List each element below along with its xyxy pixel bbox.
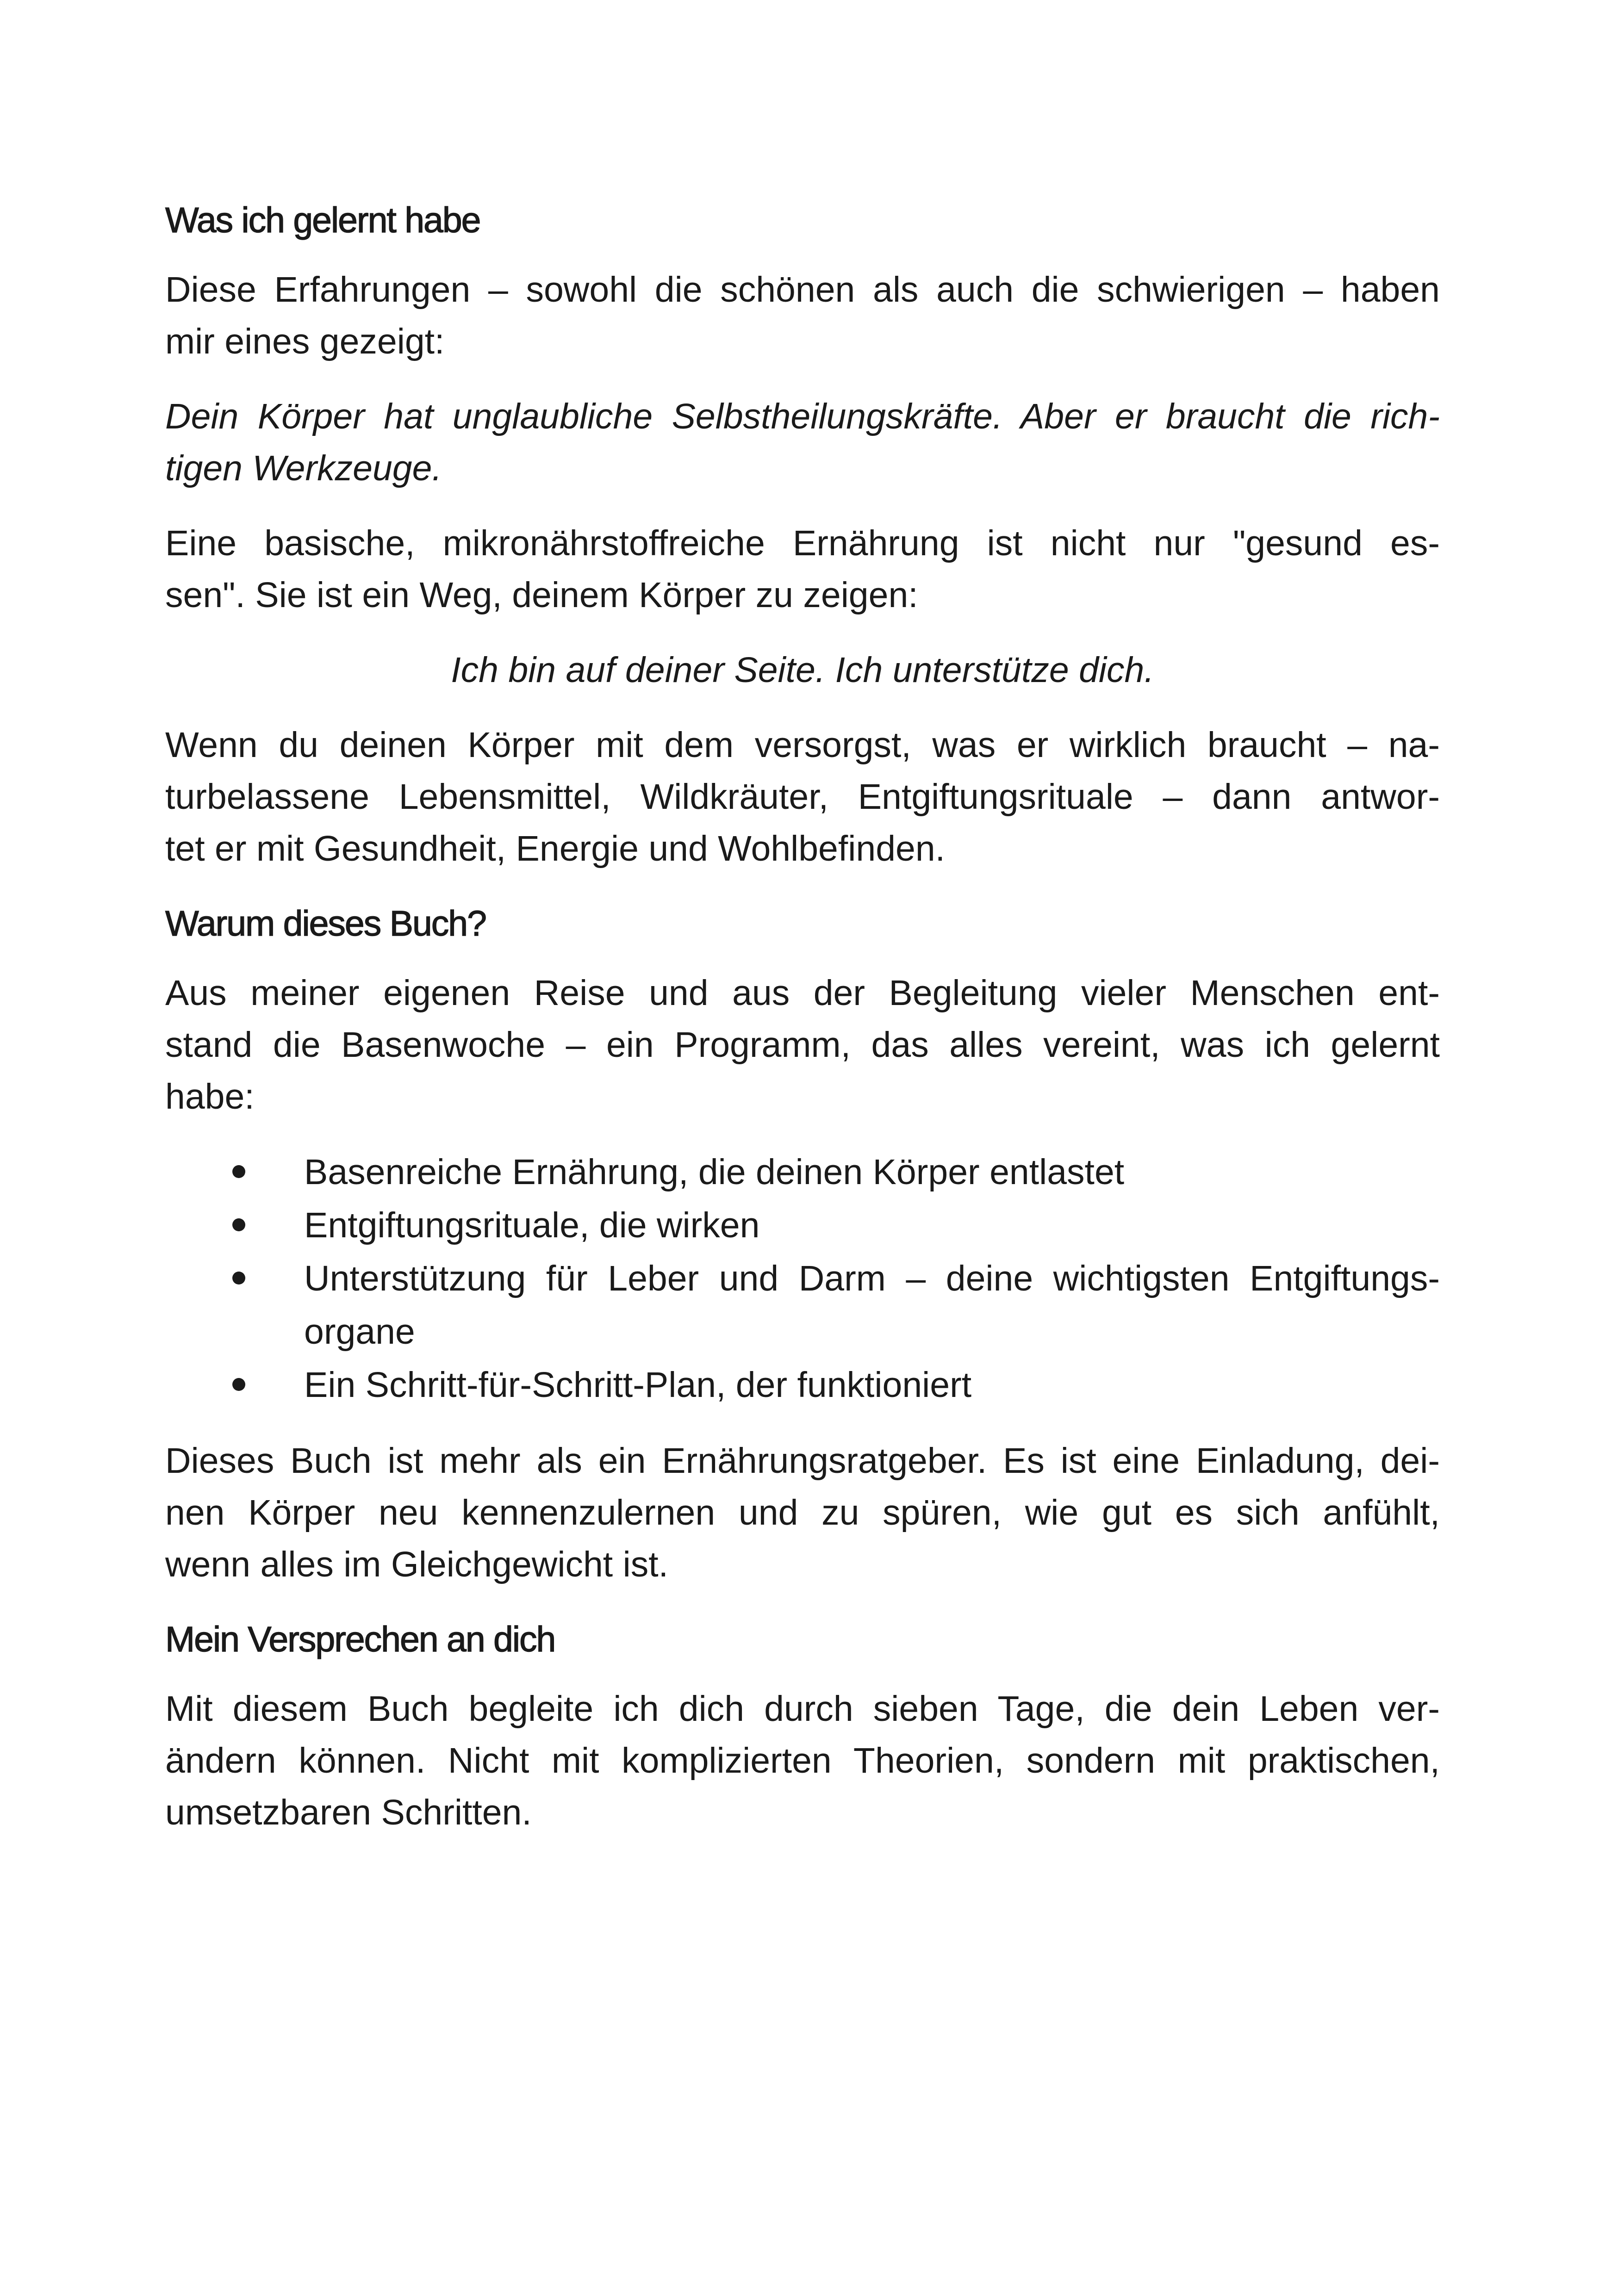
bullet-icon [232, 1378, 245, 1391]
text-line: Wenn du deinen Körper mit dem versorgst, was er wirklich braucht – na- [165, 725, 1440, 765]
text-line: Aus meiner eigenen Reise und aus der Begleitung vieler Menschen ent- [165, 973, 1440, 1013]
section-heading: Warum dieses Buch? [165, 904, 486, 943]
text-line: tigen Werkzeuge. [165, 448, 442, 488]
page-content [165, 194, 1440, 1862]
text-line: tet er mit Gesundheit, Energie und Wohlbefinden. [165, 829, 946, 869]
text-line: umsetzbaren Schritten. [165, 1793, 532, 1832]
section-heading: Was ich gelernt habe [165, 200, 480, 240]
text-line: Basenreiche Ernährung, die deinen Körper entlastet [304, 1152, 1125, 1192]
text-line: wenn alles im Gleichgewicht ist. [165, 1545, 668, 1584]
bullet-list [165, 1146, 1440, 1412]
section-warum-dieses-buch [165, 898, 1440, 1590]
list-item [165, 1359, 1440, 1412]
paragraph-versorgung [165, 719, 1440, 875]
section-heading: Mein Versprechen an dich [165, 1620, 555, 1659]
paragraph-sieben-tage [165, 1683, 1440, 1838]
bullet-icon [232, 1218, 245, 1231]
paragraph-selbstheilung-italic [165, 391, 1440, 494]
list-item [165, 1199, 1440, 1252]
text-line: habe: [165, 1077, 255, 1117]
list-item [165, 1146, 1440, 1199]
text-line: sen". Sie ist ein Weg, deinem Körper zu zeigen: [165, 575, 918, 615]
text-line: Dieses Buch ist mehr als ein Ernährungsratgeber. Es ist eine Einladung, dei- [165, 1441, 1440, 1481]
section-was-ich-gelernt-habe [165, 194, 1440, 875]
text-line: Diese Erfahrungen – sowohl die schönen als auch die schwierigen – haben [165, 270, 1440, 310]
text-line: turbelassene Lebensmittel, Wildkräuter, Entgiftungsrituale – dann antwor- [165, 777, 1440, 817]
paragraph-reise [165, 967, 1440, 1123]
text-line: Mit diesem Buch begleite ich dich durch sieben Tage, die dein Leben ver- [165, 1689, 1440, 1729]
quote-centered [165, 644, 1440, 696]
text-line: Eine basische, mikronährstoffreiche Ernährung ist nicht nur "gesund es- [165, 523, 1440, 563]
text-line: ändern können. Nicht mit komplizierten Theorien, sondern mit praktischen, [165, 1741, 1440, 1781]
text-line: nen Körper neu kennenzulernen und zu spüren, wie gut es sich anfühlt, [165, 1493, 1440, 1533]
bullet-icon [232, 1165, 245, 1178]
text-line: Dein Körper hat unglaubliche Selbstheilungskräfte. Aber er braucht die rich- [165, 397, 1440, 436]
section-mein-versprechen [165, 1613, 1440, 1838]
text-line: Unterstützung für Leber und Darm – deine wichtigsten Entgiftungs- [304, 1259, 1440, 1298]
text-line: Ich bin auf deiner Seite. Ich unterstütze dich. [451, 650, 1154, 690]
text-line: organe [304, 1312, 415, 1352]
paragraph-erfahrungen [165, 264, 1440, 367]
paragraph-basische-ernaehrung [165, 517, 1440, 621]
text-line: stand die Basenwoche – ein Programm, das alles vereint, was ich gelernt [165, 1025, 1440, 1065]
bullet-icon [232, 1272, 245, 1285]
text-line: Entgiftungsrituale, die wirken [304, 1205, 760, 1245]
text-line: mir eines gezeigt: [165, 322, 445, 361]
paragraph-einladung [165, 1435, 1440, 1590]
list-item [165, 1252, 1440, 1359]
text-line: Ein Schritt-für-Schritt-Plan, der funktioniert [304, 1365, 972, 1405]
